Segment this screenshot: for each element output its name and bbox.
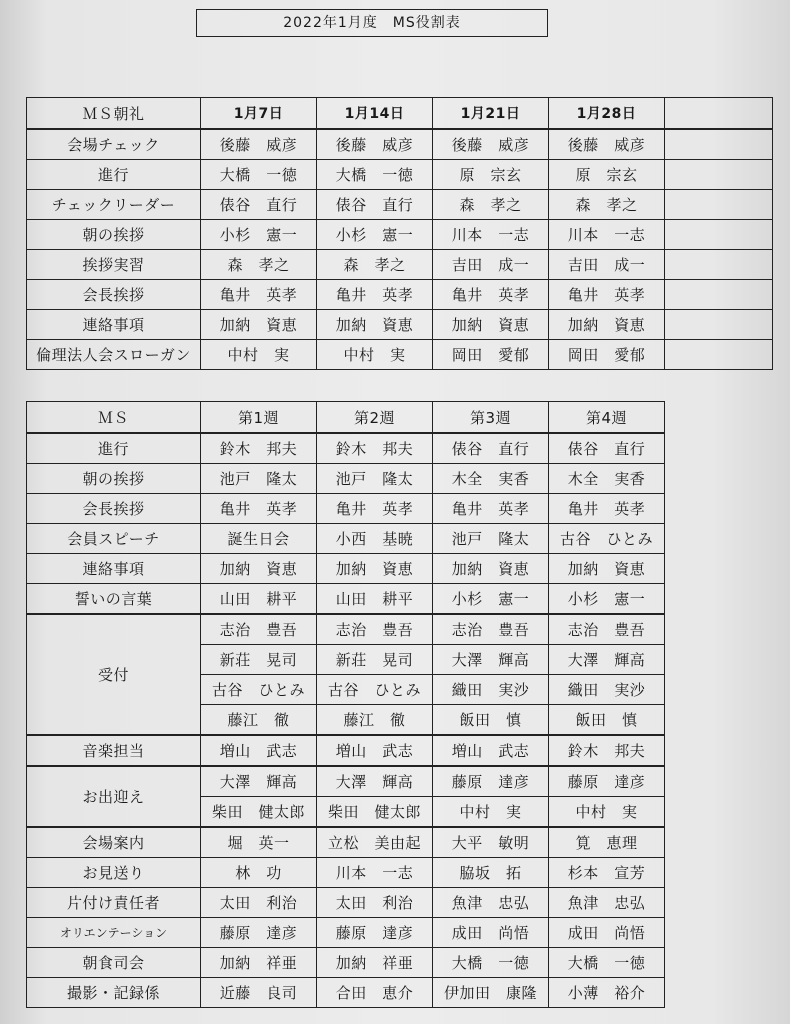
- assignee-cell: 山田 耕平: [317, 584, 433, 615]
- assignee-cell: 織田 実沙: [433, 675, 549, 705]
- table-row: [27, 766, 773, 797]
- assignee-cell: 鈴木 邦夫: [549, 735, 665, 766]
- assignee-cell: 木全 実香: [433, 464, 549, 494]
- assignee-cell: 岡田 愛郁: [549, 340, 665, 370]
- assignee-cell: 大橋 一徳: [201, 160, 317, 190]
- assignee-cell: 大澤 輝高: [317, 766, 433, 797]
- role-label-reception: 受付: [27, 614, 201, 735]
- date-header-cell: 1月7日: [201, 98, 317, 130]
- table-row: [27, 160, 773, 190]
- table-row: [27, 340, 773, 370]
- assignee-cell: 柴田 健太郎: [201, 797, 317, 828]
- assignee-cell: [665, 340, 773, 370]
- page-title: 2022年1月度 MS役割表: [196, 9, 548, 37]
- week-header-cell: 第1週: [201, 402, 317, 434]
- assignee-cell: 小杉 憲一: [549, 584, 665, 615]
- assignee-cell: 志治 豊吾: [549, 614, 665, 645]
- assignee-cell: 大橋 一徳: [549, 948, 665, 978]
- assignee-cell: 飯田 慎: [433, 705, 549, 736]
- assignee-cell: 筧 恵理: [549, 827, 665, 858]
- assignee-cell: 池戸 隆太: [317, 464, 433, 494]
- assignee-cell: 大平 敏明: [433, 827, 549, 858]
- assignee-cell: [665, 129, 773, 160]
- role-label: 音楽担当: [27, 735, 201, 766]
- role-label: 連絡事項: [27, 554, 201, 584]
- assignee-cell: 藤原 達彦: [317, 918, 433, 948]
- assignee-cell: 堀 英一: [201, 827, 317, 858]
- assignee-cell: 大澤 輝高: [549, 645, 665, 675]
- assignee-cell: 吉田 成一: [433, 250, 549, 280]
- table-row: [27, 280, 773, 310]
- assignee-cell: 藤原 達彦: [201, 918, 317, 948]
- ms-weekly-table: [26, 401, 773, 1008]
- table-row: [27, 735, 773, 766]
- table-row: [27, 524, 773, 554]
- assignee-cell: 川本 一志: [317, 858, 433, 888]
- assignee-cell: 太田 利治: [201, 888, 317, 918]
- assignee-cell: 伊加田 康隆: [433, 978, 549, 1008]
- assignee-cell: 加納 資恵: [317, 554, 433, 584]
- table-row: [27, 220, 773, 250]
- assignee-cell: 俵谷 直行: [317, 190, 433, 220]
- assignee-cell: 新荘 晃司: [201, 645, 317, 675]
- assignee-cell: 亀井 英孝: [433, 494, 549, 524]
- table-row: [27, 464, 773, 494]
- assignee-cell: 亀井 英孝: [317, 494, 433, 524]
- assignee-cell: 増山 武志: [201, 735, 317, 766]
- role-label: 挨拶実習: [27, 250, 201, 280]
- assignee-cell: 藤原 達彦: [433, 766, 549, 797]
- table-row: [27, 584, 773, 615]
- assignee-cell: 森 孝之: [317, 250, 433, 280]
- assignee-cell: 脇坂 拓: [433, 858, 549, 888]
- assignee-cell: 加納 祥亜: [317, 948, 433, 978]
- assignee-cell: 亀井 英孝: [201, 494, 317, 524]
- assignee-cell: 増山 武志: [317, 735, 433, 766]
- assignee-cell: 中村 実: [317, 340, 433, 370]
- assignee-cell: 亀井 英孝: [549, 280, 665, 310]
- table-header-row: [27, 402, 773, 434]
- table-row: [27, 918, 773, 948]
- table-row: [27, 888, 773, 918]
- role-label: 会場チェック: [27, 129, 201, 160]
- assignee-cell: 木全 実香: [549, 464, 665, 494]
- assignee-cell: 立松 美由起: [317, 827, 433, 858]
- table-row: [27, 310, 773, 340]
- assignee-cell: 加納 資恵: [549, 554, 665, 584]
- assignee-cell: 近藤 良司: [201, 978, 317, 1008]
- role-label: 撮影・記録係: [27, 978, 201, 1008]
- week-header-cell: 第3週: [433, 402, 549, 434]
- assignee-cell: 原 宗玄: [549, 160, 665, 190]
- assignee-cell: 合田 恵介: [317, 978, 433, 1008]
- date-header-cell: [665, 98, 773, 130]
- role-label: 朝食司会: [27, 948, 201, 978]
- role-label: 片付け責任者: [27, 888, 201, 918]
- role-label: 誓いの言葉: [27, 584, 201, 615]
- date-header-cell: 1月21日: [433, 98, 549, 130]
- table-title-cell: ＭＳ: [27, 402, 201, 434]
- assignee-cell: 山田 耕平: [201, 584, 317, 615]
- assignee-cell: 大橋 一徳: [433, 948, 549, 978]
- assignee-cell: 川本 一志: [433, 220, 549, 250]
- role-label: 連絡事項: [27, 310, 201, 340]
- role-label: 朝の挨拶: [27, 464, 201, 494]
- assignee-cell: 小杉 憲一: [201, 220, 317, 250]
- assignee-cell: 加納 資恵: [201, 310, 317, 340]
- assignee-cell: 加納 資恵: [549, 310, 665, 340]
- assignee-cell: [665, 280, 773, 310]
- assignee-cell: 古谷 ひとみ: [317, 675, 433, 705]
- assignee-cell: 大澤 輝高: [201, 766, 317, 797]
- table-row: [27, 858, 773, 888]
- assignee-cell: 織田 実沙: [549, 675, 665, 705]
- assignee-cell: 藤江 徹: [317, 705, 433, 736]
- role-label: 進行: [27, 433, 201, 464]
- assignee-cell: 亀井 英孝: [433, 280, 549, 310]
- assignee-cell: 亀井 英孝: [317, 280, 433, 310]
- table-row: [27, 827, 773, 858]
- assignee-cell: 鈴木 邦夫: [201, 433, 317, 464]
- assignee-cell: 志治 豊吾: [201, 614, 317, 645]
- table-title-cell: ＭＳ朝礼: [27, 98, 201, 130]
- role-label: オリエンテーション: [27, 918, 201, 948]
- assignee-cell: 加納 資恵: [317, 310, 433, 340]
- assignee-cell: 大橋 一徳: [317, 160, 433, 190]
- assignee-cell: 中村 実: [549, 797, 665, 828]
- assignee-cell: [665, 190, 773, 220]
- assignee-cell: 森 孝之: [549, 190, 665, 220]
- role-label: 朝の挨拶: [27, 220, 201, 250]
- assignee-cell: 成田 尚悟: [433, 918, 549, 948]
- week-header-cell: 第2週: [317, 402, 433, 434]
- assignee-cell: 誕生日会: [201, 524, 317, 554]
- role-label-welcome: お出迎え: [27, 766, 201, 827]
- assignee-cell: 吉田 成一: [549, 250, 665, 280]
- assignee-cell: 中村 実: [201, 340, 317, 370]
- assignee-cell: 岡田 愛郁: [433, 340, 549, 370]
- assignee-cell: 志治 豊吾: [317, 614, 433, 645]
- table-header-row: [27, 98, 773, 130]
- table-row: [27, 614, 773, 645]
- table-row: [27, 250, 773, 280]
- role-label: チェックリーダー: [27, 190, 201, 220]
- assignee-cell: 古谷 ひとみ: [549, 524, 665, 554]
- assignee-cell: 原 宗玄: [433, 160, 549, 190]
- assignee-cell: 亀井 英孝: [201, 280, 317, 310]
- date-header-cell: 1月28日: [549, 98, 665, 130]
- assignee-cell: 小西 基暁: [317, 524, 433, 554]
- assignee-cell: 林 功: [201, 858, 317, 888]
- assignee-cell: [665, 160, 773, 190]
- assignee-cell: 小薄 裕介: [549, 978, 665, 1008]
- assignee-cell: 加納 資恵: [201, 554, 317, 584]
- assignee-cell: 池戸 隆太: [201, 464, 317, 494]
- assignee-cell: 後藤 威彦: [317, 129, 433, 160]
- assignee-cell: 小杉 憲一: [317, 220, 433, 250]
- ms-morning-table: [26, 97, 773, 370]
- assignee-cell: [665, 250, 773, 280]
- assignee-cell: 中村 実: [433, 797, 549, 828]
- assignee-cell: 志治 豊吾: [433, 614, 549, 645]
- assignee-cell: 増山 武志: [433, 735, 549, 766]
- assignee-cell: 加納 祥亜: [201, 948, 317, 978]
- assignee-cell: 太田 利治: [317, 888, 433, 918]
- assignee-cell: 川本 一志: [549, 220, 665, 250]
- assignee-cell: 亀井 英孝: [549, 494, 665, 524]
- assignee-cell: 成田 尚悟: [549, 918, 665, 948]
- assignee-cell: 森 孝之: [201, 250, 317, 280]
- table-row: [27, 433, 773, 464]
- empty-header-cell: [665, 402, 773, 1008]
- role-label: 進行: [27, 160, 201, 190]
- assignee-cell: 飯田 慎: [549, 705, 665, 736]
- assignee-cell: [665, 220, 773, 250]
- assignee-cell: 後藤 威彦: [433, 129, 549, 160]
- assignee-cell: 鈴木 邦夫: [317, 433, 433, 464]
- date-header-cell: 1月14日: [317, 98, 433, 130]
- role-label: 会員スピーチ: [27, 524, 201, 554]
- assignee-cell: 俵谷 直行: [433, 433, 549, 464]
- assignee-cell: 後藤 威彦: [549, 129, 665, 160]
- assignee-cell: 俵谷 直行: [549, 433, 665, 464]
- assignee-cell: 魚津 忠弘: [433, 888, 549, 918]
- table-row: [27, 554, 773, 584]
- table-row: [27, 948, 773, 978]
- assignee-cell: 藤江 徹: [201, 705, 317, 736]
- assignee-cell: 古谷 ひとみ: [201, 675, 317, 705]
- table-row: [27, 494, 773, 524]
- assignee-cell: 魚津 忠弘: [549, 888, 665, 918]
- role-label: 会長挨拶: [27, 280, 201, 310]
- assignee-cell: 大澤 輝高: [433, 645, 549, 675]
- assignee-cell: 後藤 威彦: [201, 129, 317, 160]
- assignee-cell: 加納 資恵: [433, 310, 549, 340]
- assignee-cell: 池戸 隆太: [433, 524, 549, 554]
- assignee-cell: 俵谷 直行: [201, 190, 317, 220]
- assignee-cell: 新荘 晃司: [317, 645, 433, 675]
- assignee-cell: 加納 資恵: [433, 554, 549, 584]
- assignee-cell: 小杉 憲一: [433, 584, 549, 615]
- assignee-cell: 藤原 達彦: [549, 766, 665, 797]
- assignee-cell: 森 孝之: [433, 190, 549, 220]
- assignee-cell: 柴田 健太郎: [317, 797, 433, 828]
- assignee-cell: 杉本 宣芳: [549, 858, 665, 888]
- table-row: [27, 190, 773, 220]
- role-label: 会長挨拶: [27, 494, 201, 524]
- table-row: [27, 978, 773, 1008]
- role-label: お見送り: [27, 858, 201, 888]
- table-row: [27, 129, 773, 160]
- week-header-cell: 第4週: [549, 402, 665, 434]
- role-label: 会場案内: [27, 827, 201, 858]
- assignee-cell: [665, 310, 773, 340]
- role-label: 倫理法人会スローガン: [27, 340, 201, 370]
